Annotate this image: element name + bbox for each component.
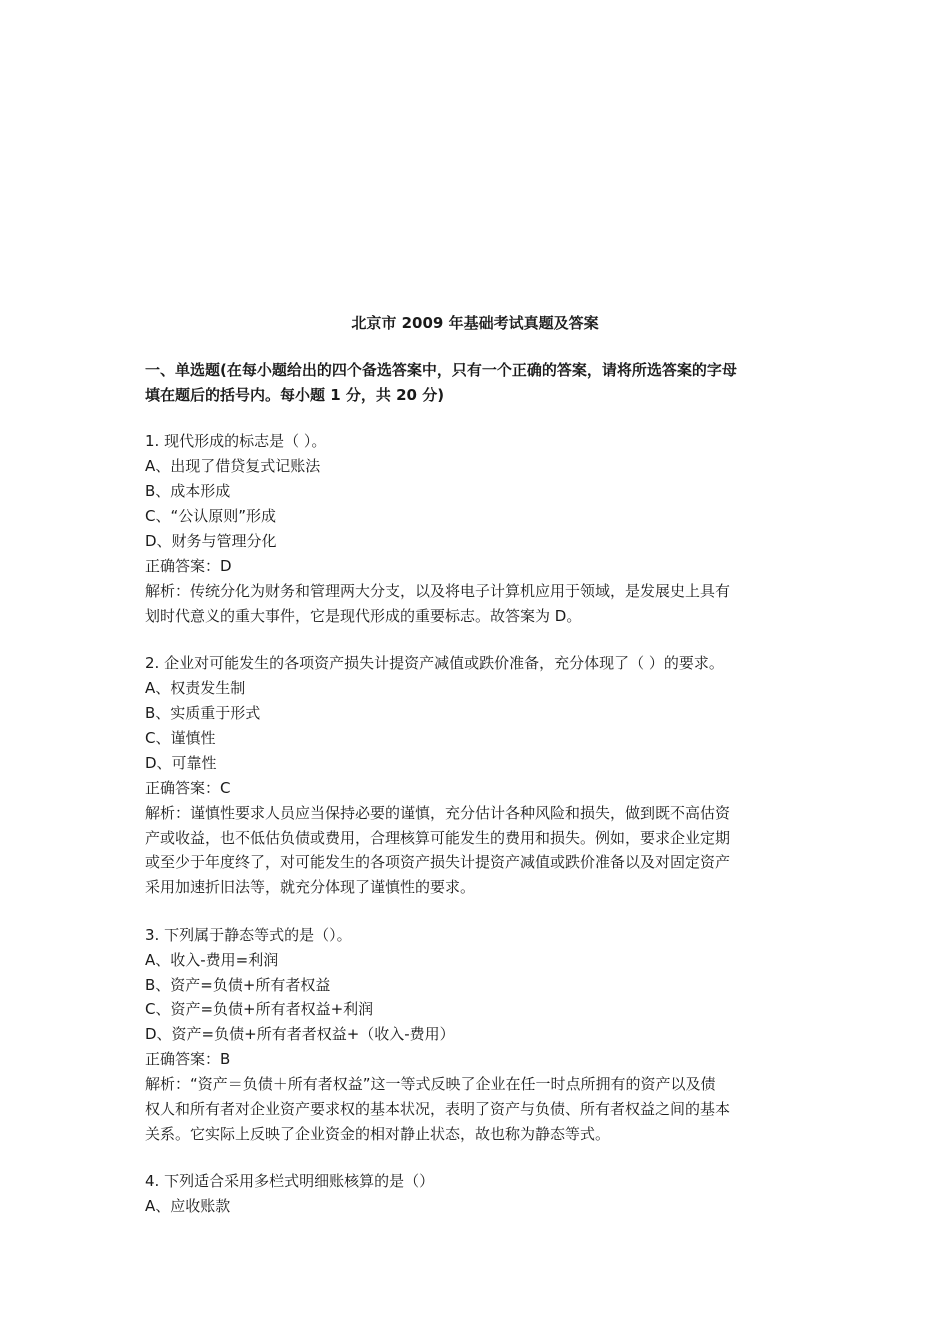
analysis-line: 权人和所有者对企业资产要求权的基本状况，表明了资产与负债、所有者权益之间的基本: [145, 1100, 731, 1118]
question-stem: 3. 下列属于静态等式的是（）。: [145, 926, 352, 944]
section-heading-line: 填在题后的括号内。每小题 1 分，共 20 分): [145, 386, 445, 404]
analysis-line: 解析：“资产＝负债＋所有者权益”这一等式反映了企业在任一时点所拥有的资产以及债: [145, 1075, 716, 1093]
correct-answer: 正确答案：C: [145, 779, 231, 797]
analysis-line: 关系。它实际上反映了企业资金的相对静止状态，故也称为静态等式。: [145, 1125, 611, 1143]
answer-option: B、资产=负债+所有者权益: [145, 976, 331, 994]
question-stem: 1. 现代形成的标志是（ ）。: [145, 432, 327, 450]
answer-option: B、实质重于形式: [145, 704, 261, 722]
analysis-line: 解析：谨慎性要求人员应当保持必要的谨慎，充分估计各种风险和损失，做到既不高估资: [145, 804, 731, 822]
answer-option: A、权责发生制: [145, 679, 246, 697]
question-stem: 2. 企业对可能发生的各项资产损失计提资产减值或跌价准备，充分体现了（ ）的要求。: [145, 654, 724, 672]
analysis-line: 或至少于年度终了，对可能发生的各项资产损失计提资产减值或跌价准备以及对固定资产: [145, 853, 731, 871]
section-heading-line: 一、单选题(在每小题给出的四个备选答案中，只有一个正确的答案，请将所选答案的字母: [145, 361, 737, 379]
correct-answer: 正确答案：B: [145, 1050, 231, 1068]
answer-option: D、财务与管理分化: [145, 532, 277, 550]
answer-option: C、“公认原则”形成: [145, 507, 277, 525]
question-stem: 4. 下列适合采用多栏式明细账核算的是（）: [145, 1172, 435, 1190]
answer-option: C、谨慎性: [145, 729, 216, 747]
analysis-line: 采用加速折旧法等，就充分体现了谨慎性的要求。: [145, 878, 476, 896]
answer-option: A、应收账款: [145, 1197, 231, 1215]
answer-option: D、可靠性: [145, 754, 217, 772]
correct-answer: 正确答案：D: [145, 557, 232, 575]
analysis-line: 产或收益，也不低估负债或费用，合理核算可能发生的费用和损失。例如，要求企业定期: [145, 829, 731, 847]
analysis-line: 解析：传统分化为财务和管理两大分支，以及将电子计算机应用于领域，是发展史上具有: [145, 582, 731, 600]
answer-option: C、资产=负债+所有者权益+利润: [145, 1000, 374, 1018]
answer-option: A、收入-费用=利润: [145, 951, 279, 969]
analysis-line: 划时代意义的重大事件，它是现代形成的重要标志。故答案为 D。: [145, 607, 582, 625]
section-heading: [145, 358, 810, 408]
document-title: 北京市 2009 年基础考试真题及答案: [351, 314, 599, 332]
answer-option: D、资产=负债+所有者者权益+（收入-费用）: [145, 1025, 455, 1043]
answer-option: B、成本形成: [145, 482, 231, 500]
answer-option: A、出现了借贷复式记账法: [145, 457, 321, 475]
